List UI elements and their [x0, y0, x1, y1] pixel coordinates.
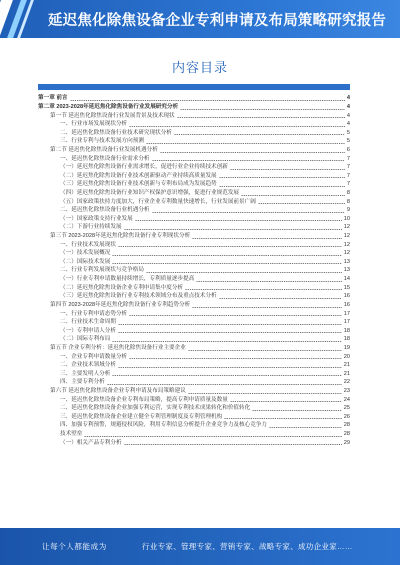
toc-entry-title: 第四节 2023-2028年延迟焦化除焦设备行业专利趋势分析: [50, 301, 191, 308]
toc-leader-dots: [258, 203, 345, 204]
toc-entry[interactable]: [38, 275, 350, 284]
toc-entry[interactable]: [38, 344, 350, 353]
toc-leader-dots: [135, 220, 342, 221]
toc-entry[interactable]: [38, 327, 350, 336]
toc-entry-page: 18: [343, 336, 350, 343]
toc-entry-title: 第六节 延迟焦化除焦设备企业专利申请及布局策略建议: [50, 388, 186, 394]
toc-leader-dots: [70, 100, 345, 101]
toc-entry-page: 17: [343, 310, 350, 317]
toc-entry[interactable]: [38, 215, 350, 224]
toc-entry[interactable]: [38, 112, 350, 121]
toc-leader-dots: [129, 315, 342, 316]
toc-entry-page: 22: [343, 379, 350, 386]
toc-leader-dots: [107, 384, 342, 385]
report-header-banner: [0, 0, 400, 38]
toc-leader-dots: [269, 427, 342, 428]
toc-leader-dots: [112, 263, 341, 264]
toc-leader-dots: [196, 281, 342, 282]
toc-entry-page: 9: [346, 207, 350, 214]
toc-entry-title: 一、企业专利申请数量分析: [60, 353, 128, 360]
toc-entry-title: （二）延迟焦化除焦设备行业技术创新驱动产业持续高质量发展: [60, 172, 217, 179]
toc-entry[interactable]: [38, 301, 350, 310]
footer-roles: 行业专家、管理专家、营销专家、战略专家、成功企业家……: [142, 542, 353, 551]
toc-entry-title: 二、延迟焦化除焦设备行业技术研究现状分析: [60, 129, 172, 136]
toc-entry-page: 14: [343, 276, 350, 283]
toc-entry-title: 第一章 前言: [38, 95, 68, 102]
toc-entry-title: （二）国际专利布局: [60, 336, 111, 343]
toc-entry-title: 二、行业专利发展现状与竞争格局: [60, 267, 144, 274]
toc-leader-dots: [124, 444, 342, 445]
toc-entry[interactable]: [38, 223, 350, 232]
toc-entry[interactable]: [38, 387, 350, 396]
toc-entry-page: 23: [343, 388, 350, 394]
footer-banner: [0, 528, 400, 565]
toc-entry[interactable]: [38, 94, 350, 103]
toc-entry[interactable]: [38, 258, 350, 267]
toc-entry[interactable]: [38, 241, 350, 250]
toc-entry-page: 18: [343, 327, 350, 334]
toc-leader-dots: [160, 152, 345, 153]
toc-leader-dots: [192, 307, 342, 308]
toc-entry-page: 7: [346, 164, 350, 171]
toc-leader-dots: [219, 177, 345, 178]
toc-entry-page: 5: [346, 129, 350, 136]
toc-entry[interactable]: [38, 129, 350, 138]
toc-entry-page: 12: [343, 233, 350, 240]
toc-entry-page: 13: [343, 258, 350, 265]
toc-entry[interactable]: [38, 172, 350, 181]
toc-leader-dots: [152, 212, 345, 213]
toc-entry-title: 四、加强专利预警，规避侵权风险，利用专利信息分析提升企业竞争力及核心竞争力: [60, 422, 267, 429]
toc-leader-dots: [219, 298, 342, 299]
toc-leader-dots: [112, 341, 341, 342]
toc-entry-page: 8: [346, 189, 350, 196]
toc-entry-page: 13: [343, 267, 350, 274]
toc-entry-title: 一、行业专利申请态势分析: [60, 310, 128, 317]
toc-heading: 内容目录: [171, 60, 228, 75]
toc-entry-title: 一、延迟焦化除焦设备行业需求分析: [60, 155, 150, 162]
toc-leader-dots: [129, 126, 345, 127]
toc-entry-page: 5: [346, 138, 350, 145]
toc-entry-title: 二、延迟焦化除焦设备行业机遇分析: [60, 207, 150, 214]
toc-header-bar: [38, 84, 350, 90]
toc-leader-dots: [112, 375, 341, 376]
toc-entry[interactable]: [38, 439, 350, 448]
toc-leader-dots: [118, 246, 342, 247]
report-title: 延迟焦化除焦设备企业专利申请及布局策略研究报告: [48, 13, 387, 29]
toc-entry[interactable]: [38, 430, 350, 439]
toc-entry-title: （二）延迟焦化除焦设备企业专利申请集中度分析: [60, 284, 184, 291]
toc-entry-page: 10: [343, 215, 350, 222]
toc-leader-dots: [188, 350, 342, 351]
toc-entry-page: 16: [343, 301, 350, 308]
toc-entry[interactable]: [38, 232, 350, 241]
toc-entry-title: 第五节 企业专利分析：延迟焦化除焦设备行业主要企业: [50, 344, 186, 351]
toc-leader-dots: [177, 117, 345, 118]
toc-entry[interactable]: [38, 120, 350, 129]
toc-entry-title: 技术壁垒: [60, 431, 83, 438]
toc-entry[interactable]: [38, 370, 350, 379]
toc-entry[interactable]: [38, 198, 350, 207]
toc-entry-page: 4: [346, 121, 350, 128]
toc-entry[interactable]: [38, 180, 350, 189]
toc-entry[interactable]: [38, 189, 350, 198]
toc-entry-page: 12: [343, 241, 350, 248]
toc-entry-title: （四）延迟焦化除焦设备行业知识产权保护意识增强，促进行业规范发展: [60, 189, 240, 196]
toc-leader-dots: [230, 169, 345, 170]
toc-entry-title: （一）相关产品专利分析: [60, 439, 122, 446]
toc-entry-page: 15: [343, 284, 350, 291]
toc-entry-page: 7: [346, 155, 350, 162]
toc-entry[interactable]: [38, 206, 350, 215]
toc-entry-title: （一）技术发展概况: [60, 250, 111, 257]
toc-entry[interactable]: [38, 421, 350, 430]
toc-entry-page: 7: [346, 181, 350, 188]
toc-leader-dots: [192, 238, 342, 239]
toc-leader-dots: [112, 255, 341, 256]
toc-leader-dots: [219, 186, 345, 187]
toc-leader-dots: [84, 436, 341, 437]
toc-entry-title: 二、企业技术领域分析: [60, 362, 116, 369]
toc-entry-title: （一）行业专利申请数量持续增长，专利质量逐步提高: [60, 276, 195, 283]
toc-entry-title: 三、行业专利与技术发展方向预测: [60, 138, 144, 145]
toc-entry[interactable]: [38, 103, 350, 112]
toc-entry-page: 12: [343, 224, 350, 231]
toc-entry-title: 第二章 2023-2028年延迟焦化除焦设备行业发展研究分析: [38, 103, 179, 110]
toc-entry[interactable]: [38, 266, 350, 275]
toc-entry-title: 三、延迟焦化除焦设备企业建立健全专利管理制度及专利管理机构: [60, 413, 223, 420]
toc-entry-page: 12: [343, 250, 350, 257]
toc-entry-page: 21: [343, 362, 350, 369]
toc-leader-dots: [252, 410, 342, 411]
toc-leader-dots: [188, 393, 342, 394]
toc-entry-title: 第一节 延迟焦化除焦设备行业发展背景及技术现状: [50, 112, 175, 119]
toc-entry[interactable]: [38, 335, 350, 344]
toc-leader-dots: [152, 160, 345, 161]
toc-entry-title: （二）国际技术发展: [60, 258, 111, 265]
toc-entry-page: 28: [343, 422, 350, 429]
toc-entry[interactable]: [38, 137, 350, 146]
toc-entry-title: 一、行业技术发展现状: [60, 241, 116, 248]
toc-leader-dots: [230, 401, 342, 402]
toc-entry-title: （三）延迟焦化除焦设备行业专利技术领域分布及重点技术分析: [60, 293, 217, 300]
toc-entry[interactable]: [38, 292, 350, 301]
toc-entry-page: 20: [343, 353, 350, 360]
toc-entry-page: 17: [343, 319, 350, 326]
table-of-contents: [38, 84, 350, 447]
toc-entry-page: 4: [346, 103, 350, 110]
toc-leader-dots: [224, 418, 342, 419]
toc-entry[interactable]: [38, 318, 350, 327]
toc-entry-page: 16: [343, 293, 350, 300]
toc-leader-dots: [174, 134, 345, 135]
toc-entry[interactable]: [38, 396, 350, 405]
toc-entry[interactable]: [38, 378, 350, 387]
toc-entry-page: 28: [343, 431, 350, 438]
toc-entry-title: （一）延迟焦化除焦设备行业需求增长，促进行业企业持续技术创新: [60, 164, 228, 171]
toc-entry-title: （一）国家政策支持行业发展: [60, 215, 133, 222]
toc-entry[interactable]: [38, 361, 350, 370]
toc-leader-dots: [118, 324, 342, 325]
toc-entry-title: 一、行业市场发展现状分析: [60, 121, 128, 128]
toc-entry[interactable]: [38, 353, 350, 362]
toc-entry-page: 6: [346, 146, 350, 153]
toc-entry-page: 4: [346, 112, 350, 119]
toc-leader-dots: [146, 272, 342, 273]
toc-leader-dots: [146, 143, 345, 144]
toc-leader-dots: [180, 109, 345, 110]
toc-entry-title: 第二节 延迟焦化除焦设备行业发展机遇分析: [50, 146, 158, 153]
toc-entry-title: （一）专利申请人分析: [60, 327, 116, 334]
toc-entry[interactable]: [38, 413, 350, 422]
toc-entry-title: 第三节 2023-2028年延迟焦化除焦设备行业专利现状分析: [50, 233, 191, 240]
toc-entry-page: 24: [343, 396, 350, 403]
toc-entry-title: 二、行业技术生命周期: [60, 319, 116, 326]
toc-leader-dots: [124, 229, 342, 230]
toc-entry-title: 三、主要发明人分析: [60, 370, 111, 377]
toc-entry-page: 19: [343, 344, 350, 351]
toc-entry-title: 二、延迟焦化除焦设备企业加强专利运营，实现专利技术成果转化和价值转化: [60, 405, 251, 412]
toc-entry[interactable]: [38, 155, 350, 164]
toc-entry-page: 8: [346, 198, 350, 205]
toc-leader-dots: [118, 367, 342, 368]
toc-entry[interactable]: [38, 146, 350, 155]
toc-entry-title: 四、主要专利分析: [60, 379, 105, 386]
toc-entry-title: 一、延迟焦化除焦设备企业专利布局策略，提高专利申请质量及数量: [60, 396, 228, 403]
toc-entry[interactable]: [38, 249, 350, 258]
toc-entry[interactable]: [38, 284, 350, 293]
toc-entry-page: 29: [343, 439, 350, 446]
toc-entry-title: （二）下游行业持续发展: [60, 224, 122, 231]
toc-leader-dots: [118, 332, 342, 333]
toc-entry[interactable]: [38, 163, 350, 172]
toc-entry-page: 21: [343, 370, 350, 377]
toc-entry-page: 25: [343, 405, 350, 412]
toc-entry[interactable]: [38, 404, 350, 413]
toc-entry-title: （五）国家政策扶持力度加大，行业企业专利数量快速增长，行业发展前景广阔: [60, 198, 256, 205]
toc-entry-title: （三）延迟焦化除焦设备行业技术创新与专利布局成为发展趋势: [60, 181, 217, 188]
toc-leader-dots: [185, 289, 342, 290]
toc-leader-dots: [129, 358, 342, 359]
toc-entry[interactable]: [38, 310, 350, 319]
toc-entry-page: 4: [346, 95, 350, 102]
toc-entry-page: 26: [343, 413, 350, 420]
toc-leader-dots: [241, 195, 345, 196]
footer-slogan: 让每个人都能成为: [42, 542, 107, 551]
toc-entry-page: 7: [346, 172, 350, 179]
